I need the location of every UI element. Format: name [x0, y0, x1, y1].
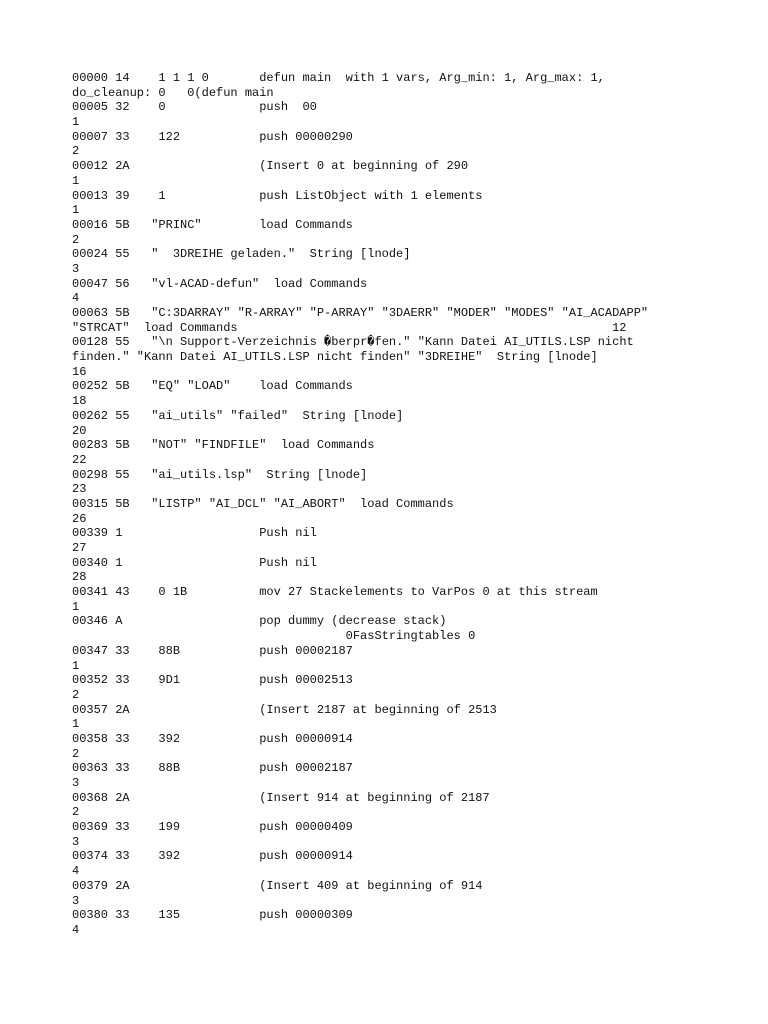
listing-line: 00352 33 9D1 push 00002513: [72, 673, 353, 688]
entry-00012: [72, 159, 712, 188]
listing-line: 0FasStringtables 0: [72, 629, 476, 644]
listing-line: finden." "Kann Datei AI_UTILS.LSP nicht finden" "3DREIHE" String [lnode]: [72, 350, 598, 365]
stack-depth: 3: [72, 261, 80, 276]
entry-00007: [72, 130, 712, 159]
listing-line: 00380 33 135 push 00000309: [72, 908, 353, 923]
disassembly-listing: [72, 71, 712, 938]
listing-line: 00357 2A (Insert 2187 at beginning of 2513: [72, 702, 497, 717]
entry-00024: [72, 247, 712, 276]
entry-00339: [72, 526, 712, 555]
listing-line: 00315 5B "LISTP" "AI_DCL" "AI_ABORT" load Commands: [72, 496, 454, 511]
stack-depth: 18: [72, 394, 87, 409]
listing-line: 00374 33 392 push 00000914: [72, 849, 353, 864]
listing-line: 00012 2A (Insert 0 at beginning of 290: [72, 159, 469, 174]
stack-depth: 3: [72, 893, 80, 908]
listing-line: 00005 32 0 push 00: [72, 100, 317, 115]
stack-depth: 1: [72, 717, 80, 732]
stack-depth: 2: [72, 687, 80, 702]
listing-line: 00340 1 Push nil: [72, 555, 317, 570]
stack-depth: 4: [72, 864, 80, 879]
listing-line: 00007 33 122 push 00000290: [72, 129, 353, 144]
stack-depth: 27: [72, 541, 87, 555]
stack-depth: 4: [72, 922, 80, 937]
listing-line: 00298 55 "ai_utils.lsp" String [lnode]: [72, 467, 368, 482]
stack-depth: 3: [72, 834, 80, 849]
stack-depth: 26: [72, 511, 87, 526]
listing-line: 00347 33 88B push 00002187: [72, 643, 353, 658]
listing-line: 00363 33 88B push 00002187: [72, 761, 353, 776]
entry-00016: [72, 218, 712, 247]
listing-line: 00341 43 0 1B mov 27 Stackelements to VarPos 0 at this stream: [72, 585, 598, 600]
listing-line: 00262 55 "ai_utils" "failed" String [lnode]: [72, 408, 404, 423]
listing-line: 00368 2A (Insert 914 at beginning of 2187: [72, 790, 490, 805]
listing-line: 00369 33 199 push 00000409: [72, 820, 353, 835]
listing-line: 00358 33 392 push 00000914: [72, 731, 353, 746]
entry-00357: [72, 703, 712, 732]
entry-00340: [72, 556, 712, 585]
stack-depth: 3: [72, 776, 80, 790]
stack-depth: 1: [72, 203, 80, 218]
stack-depth: 20: [72, 423, 87, 438]
stack-depth: 4: [72, 291, 80, 306]
entry-00368: [72, 791, 712, 820]
listing-line: 00252 5B "EQ" "LOAD" load Commands: [72, 379, 353, 394]
listing-line: do_cleanup: 0 0(defun main: [72, 85, 274, 100]
listing-line: 00000 14 1 1 1 0 defun main with 1 vars, Arg_min: 1, Arg_max: 1,: [72, 71, 605, 85]
entry-00346: [72, 614, 712, 643]
entry-00341: [72, 585, 712, 614]
entry-00283: [72, 438, 712, 467]
listing-line: 00024 55 " 3DREIHE geladen." String [lnode]: [72, 247, 411, 262]
stack-depth: 2: [72, 144, 80, 159]
entry-00128: [72, 335, 712, 379]
stack-depth: 1: [72, 115, 80, 130]
stack-depth: 22: [72, 452, 87, 467]
entry-00063: [72, 306, 712, 335]
listing-line: 00283 5B "NOT" "FINDFILE" load Commands: [72, 438, 375, 453]
entry-00262: [72, 409, 712, 438]
entry-00363: [72, 761, 712, 790]
entry-00013: [72, 189, 712, 218]
stack-depth: 28: [72, 570, 87, 585]
listing-line: "STRCAT" load Commands 12: [72, 320, 627, 335]
entry-00298: [72, 468, 712, 497]
stack-depth: 16: [72, 364, 87, 379]
entry-00047: [72, 277, 712, 306]
entry-defun-main: [72, 71, 712, 100]
listing-line: 00013 39 1 push ListObject with 1 elements: [72, 188, 483, 203]
entry-00374: [72, 849, 712, 878]
listing-line: 00346 A pop dummy (decrease stack): [72, 614, 447, 629]
listing-line: 00047 56 "vl-ACAD-defun" load Commands: [72, 276, 368, 291]
listing-line: 00379 2A (Insert 409 at beginning of 914: [72, 878, 483, 893]
entry-00369: [72, 820, 712, 849]
listing-line: 00016 5B "PRINC" load Commands: [72, 217, 353, 232]
listing-line: 00339 1 Push nil: [72, 526, 317, 541]
entry-00380: [72, 908, 712, 937]
entry-00352: [72, 673, 712, 702]
stack-depth: 2: [72, 746, 80, 761]
listing-line: 00063 5B "C:3DARRAY" "R-ARRAY" "P-ARRAY" "3DAERR" "MODER" "MODES" "AI_ACADAPP": [72, 306, 649, 320]
stack-depth: 1: [72, 658, 80, 673]
stack-depth: 23: [72, 482, 87, 497]
listing-line: 00128 55 "\n Support-Verzeichnis �berpr�fen." "Kann Datei AI_UTILS.LSP nicht: [72, 335, 634, 350]
stack-depth: 2: [72, 232, 80, 247]
entry-00252: [72, 379, 712, 408]
stack-depth: 1: [72, 173, 80, 188]
entry-00379: [72, 879, 712, 908]
stack-depth: 1: [72, 599, 80, 614]
entry-00315: [72, 497, 712, 526]
entry-00358: [72, 732, 712, 761]
entry-00347: [72, 644, 712, 673]
stack-depth: 2: [72, 805, 80, 820]
entry-00005: [72, 100, 712, 129]
